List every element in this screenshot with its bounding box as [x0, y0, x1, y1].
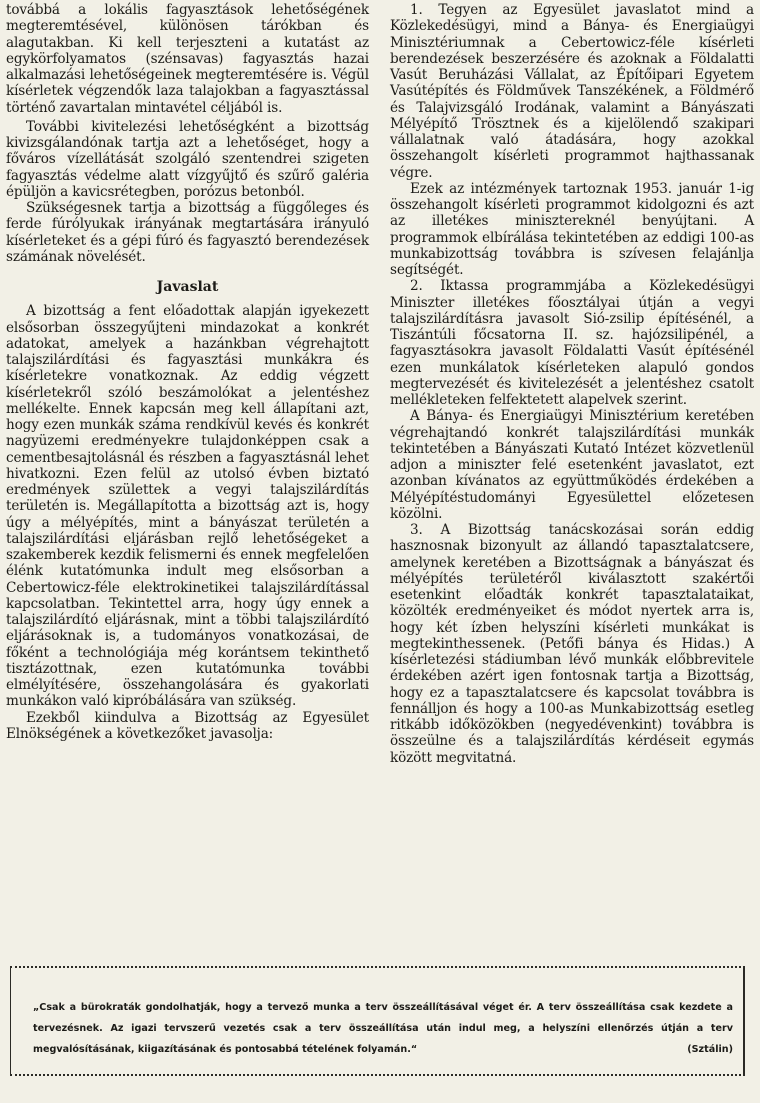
paragraph: 2. Iktassa programmjába a Közlekedésügyi Miniszter illetékes főosztályai útján a vegyi talajszilárdításra javasolt Sió-zsilip építésénél, a Tiszántúli főcsatorna II. sz. hajózsilipénél, a fagyasztásokra javasolt Földalatti Vasút építésénél ezen munkálatok kísérleteken alapuló gondos megtervezését és kivitelezését a jelentéshez csatolt mellékleteken felfektetett alapelvek szerint.	[390, 278, 754, 408]
left-column	[6, 2, 369, 742]
paragraph: továbbá a lokális fagyasztások lehetőségének megteremtésével, különösen tárókban és alagutakban. Ki kell terjeszteni a kutatást az egykörfolyamatos (szénsavas) fagyasztás hazai alkalmazási lehetőségeinek megteremtésére is. Végül kísérletek végzendők laza talajokban a fagyasztással történő zavartalan mintavétel céljából is.	[6, 2, 369, 116]
paragraph: 1. Tegyen az Egyesület javaslatot mind a Közlekedésügyi, mind a Bánya- és Energiaügyi Minisztériumnak a Cebertowicz-féle kísérleti berendezések beszerzésére és azoknak a Földalatti Vasút Beruházási Vállalat, az Építőipari Egyetem Vasútépítés és Földművek Tanszékének, a Földmérő és Talajvizsgáló Irodának, valamint a Bányászati Mélyépítő Trösztnek és a kijelölendő szakipari vállalatnak való átadására, hogy azokkal összehangolt kísérleti programmot hajthassanak végre.	[390, 2, 754, 181]
paragraph: A Bánya- és Energiaügyi Minisztérium keretében végrehajtandó konkrét talajszilárdítási munkák tekintetében a Bányászati Kutató Intézet közvetlenül adjon a miniszter felé esetenként javaslatot, ezt azonban kívánatos az együttműködés érdekében a Mélyépítéstudományi Egyesülettel előzetesen közölni.	[390, 408, 754, 522]
paragraph: Ezek az intézmények tartoznak 1953. január 1-ig összehangolt kísérleti programmot kidolgozni és azt az illetékes minisztereknél benyújtani. A programmok elbírálása tekintetében az eddigi 100-as munkabizottság továbbra is szívesen felajánlja segítségét.	[390, 180, 754, 278]
paragraph: Szükségesnek tartja a bizottság a függőleges és ferde fúrólyukak irányának megtartására irányuló kísérleteket és a gépi fúró és fagyasztó berendezések számának növelését.	[6, 200, 369, 265]
paragraph: 3. A Bizottság tanácskozásai során eddig hasznosnak bizonyult az állandó tapasztalatcsere, amelynek keretében a Bizottságnak a bányászat és mélyépítés területéről kiválasztott szakértői esetenkint előadták konkrét tapasztalataikat, közölték eredményeiket és módot nyertek arra is, hogy két ízben helyszíni kísérleti munkákat is megtekinthessenek. (Petőfi bánya és Hidas.) A kísérletezési stádiumban lévő munkák előbbrevitele érdekében azért igen fontosnak tartja a Bizottság, hogy ez a tapasztalatcsere és kapcsolat továbbra is fennálljon és hogy a 100-as Munkabizottság esetleg ritkább időközökben (negyedévenkint) továbbra is összeülne és a talajszilárdítás kérdéseit egymás között megvitatná.	[390, 522, 754, 766]
paragraph: Ezekből kiindulva a Bizottság az Egyesület Elnökségének a következőket javasolja:	[6, 709, 369, 742]
paragraph: A bizottság a fent előadottak alapján igyekezett elsősorban összegyűjteni mindazokat a konkrét adatokat, amelyek a hazánkban végrehajtott talajszilárdítási és fagyasztási munkákra és kísérletekre vonatkoznak. Az eddig végzett kísérletekről szóló beszámolókat a jelentéshez mellékelte. Ennek kapcsán meg kell állapítani azt, hogy ezen munkák száma rendkívül kevés és konkrét nagyüzemi eredményekre tulajdonképpen csak a cementbesajtolásnál és részben a fagyasztásnál lehet hivatkozni. Ezen felül az utolsó évben biztató eredmények születtek a vegyi talajszilárdítás területén is. Megállapította a bizottság azt is, hogy úgy a mélyépítés, mint a bányászat területén a talajszilárdítási eljárásban rejlő lehetőségeket a szakemberek kezdik felismerni és ennek megfelelően élénk kutatómunka indult meg elsősorban a Cebertowicz-féle elektrokinetikei talajszilárdítással kapcsolatban. Tekintettel arra, hogy úgy ennek a talajszilárdító eljárásnak, mint a többi talajszilárdító eljárásoknak is, a tudományos vonatkozásai, de főként a technológiája még korántsem tekinthető tisztázottnak, ezen kutatómunka további elmélyítésére, összehangolására és gyakorlati munkákon való kipróbálására van szükség.	[6, 303, 369, 710]
quote-source: (Sztálin)	[687, 1044, 733, 1055]
quote	[33, 997, 733, 1060]
paragraph: További kivitelezési lehetőségként a bizottság kivizsgálandónak tartja azt a lehetőséget, hogy a főváros vízellátását szolgáló szentendrei szigeten fagyasztás védelme alatt vízgyűjtő és szűrő galéria épüljön a kavicsrétegben, porózus betonból.	[6, 118, 369, 200]
section-heading: Javaslat	[156, 279, 219, 295]
quote-box	[10, 966, 745, 1076]
quote-text: „Csak a bürokraták gondolhatják, hogy a tervező munka a terv összeállításával véget ér. A terv összeállítása csak kezdete a tervezésnek. Az igazi tervszerű vezetés csak a terv összeállítása után indul meg, a helyszíni ellenőrzés útján a terv megvalósításának, kiigazításának és pontosabbá tételének folyamán.“	[33, 1002, 733, 1055]
right-column	[390, 2, 754, 766]
